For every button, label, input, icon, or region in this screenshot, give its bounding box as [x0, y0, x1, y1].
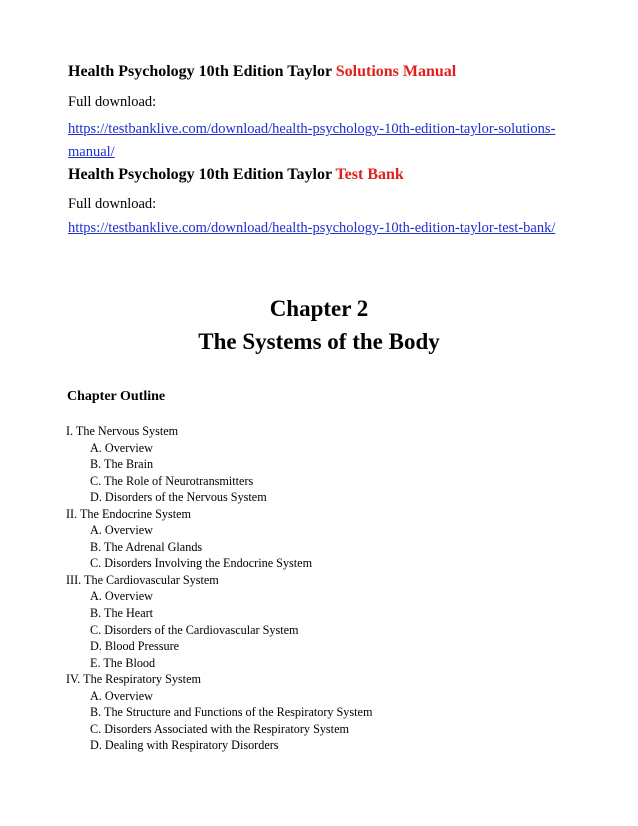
outline-section: IV. The Respiratory System: [66, 672, 201, 687]
testbank-url: https://testbanklive.com/download/health-psychology-10th-edition-taylor-test-bank/: [68, 220, 556, 236]
outline-heading: Chapter Outline: [67, 389, 166, 404]
solutions-title-prefix: Health Psychology 10th Edition Taylor: [68, 63, 336, 80]
test-bank-title: [68, 166, 404, 184]
outline-section: II. The Endocrine System: [66, 506, 192, 521]
outline-section: III. The Cardiovascular System: [66, 572, 219, 587]
outline-item: A. Overview: [90, 523, 153, 538]
solutions-download-link[interactable]: [68, 121, 555, 138]
solutions-url-line2: manual/: [68, 144, 115, 160]
chapter-outline: [66, 423, 372, 754]
testbank-title-highlight: Test Bank: [335, 166, 404, 183]
outline-item: E. The Blood: [90, 655, 156, 670]
outline-item: B. The Adrenal Glands: [90, 539, 203, 554]
outline-item: A. Overview: [90, 440, 153, 455]
outline-item: D. Blood Pressure: [90, 639, 180, 654]
outline-item: C. Disorders Associated with the Respiratory System: [90, 721, 349, 736]
testbank-title-prefix: Health Psychology 10th Edition Taylor: [68, 166, 336, 183]
outline-item: A. Overview: [90, 589, 153, 604]
outline-item: C. The Role of Neurotransmitters: [90, 473, 254, 488]
chapter-number: Chapter 2: [269, 296, 369, 321]
outline-item: B. The Brain: [90, 457, 154, 472]
outline-item: A. Overview: [90, 688, 153, 703]
outline-section: I. The Nervous System: [66, 424, 179, 438]
testbank-download-link[interactable]: [68, 220, 555, 237]
outline-item: C. Disorders Involving the Endocrine System: [90, 556, 313, 571]
solutions-download-label: Full download:: [68, 94, 157, 110]
solutions-url-line1: https://testbanklive.com/download/health-psychology-10th-edition-taylor-solutions-: [68, 121, 556, 137]
solutions-manual-title: [68, 63, 456, 81]
solutions-download-link-continued[interactable]: [68, 144, 115, 161]
chapter-title: The Systems of the Body: [198, 329, 440, 354]
outline-item: C. Disorders of the Cardiovascular System: [90, 622, 299, 637]
solutions-title-highlight: Solutions Manual: [335, 63, 457, 80]
outline-item: D. Dealing with Respiratory Disorders: [90, 738, 279, 753]
outline-item: B. The Structure and Functions of the Respiratory System: [90, 705, 373, 720]
outline-item: D. Disorders of the Nervous System: [90, 490, 267, 505]
outline-item: B. The Heart: [90, 606, 154, 621]
testbank-download-label: Full download:: [68, 196, 157, 212]
